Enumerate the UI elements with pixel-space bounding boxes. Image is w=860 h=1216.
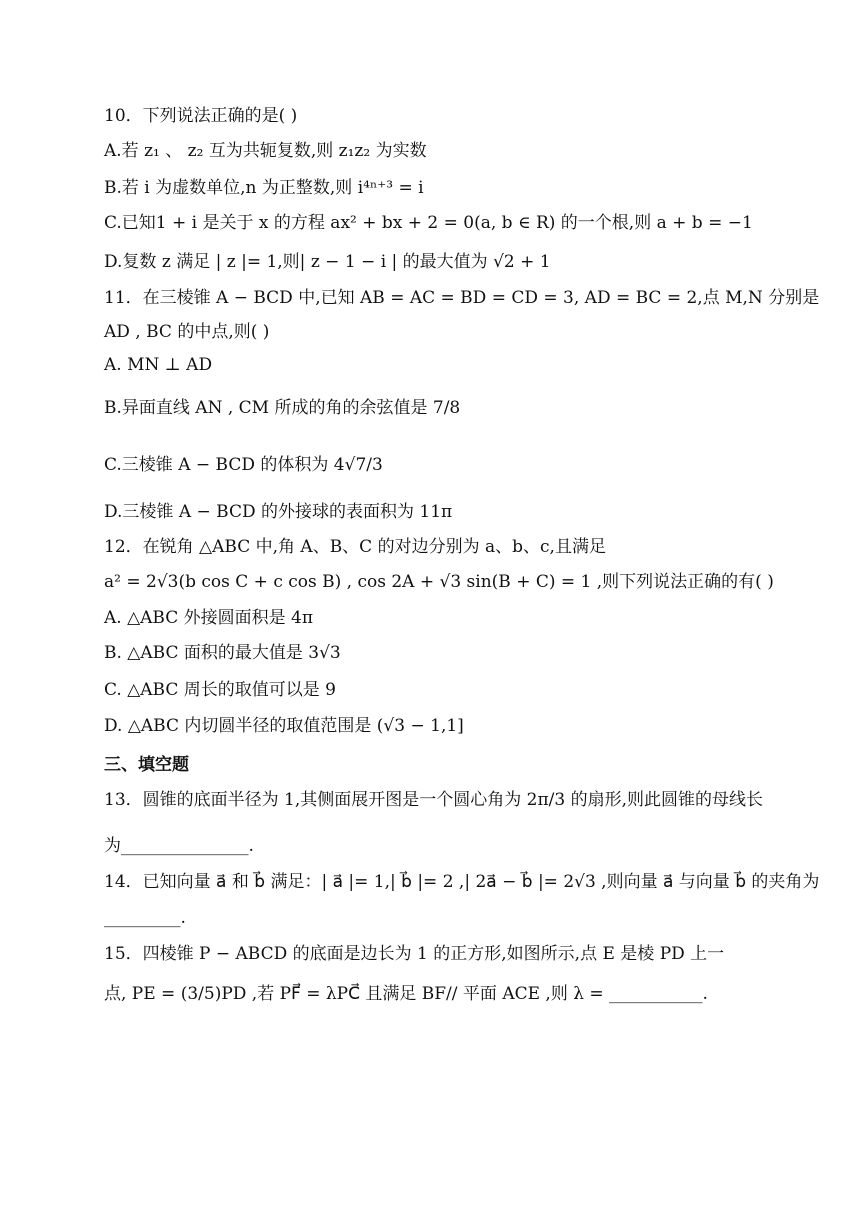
section-title: 三、填空题: [104, 755, 189, 775]
q10-option-c: C.已知1 + i 是关于 x 的方程 ax² + bx + 2 = 0(a, b ∈ R) 的一个根,则 a + b = −1: [104, 213, 753, 233]
q12-stem-line2: a² = 2√3(b cos C + c cos B) , cos 2A + √3 sin(B + C) = 1 ,则下列说法正确的有( ): [104, 572, 774, 592]
q12-option-a: A. △ABC 外接圆面积是 4π: [104, 608, 314, 628]
q11-option-b: B.异面直线 AN , CM 所成的角的余弦值是 7/8: [104, 398, 461, 418]
q14-line2: _________.: [104, 908, 186, 928]
q11-option-c: C.三棱锥 A − BCD 的体积为 4√7/3: [104, 455, 383, 475]
q12-stem-line1: 12．在锐角 △ABC 中,角 A、B、C 的对边分别为 a、b、c,且满足: [104, 537, 606, 557]
q11-stem-line1: 11．在三棱锥 A − BCD 中,已知 AB = AC = BD = CD = 3, AD = BC = 2,点 M,N 分别是: [104, 288, 820, 308]
q15-line1: 15．四棱锥 P − ABCD 的底面是边长为 1 的正方形,如图所示,点 E 是棱 PD 上一: [104, 944, 725, 964]
q12-option-c: C. △ABC 周长的取值可以是 9: [104, 680, 336, 700]
q11-stem-line2: AD , BC 的中点,则( ): [104, 322, 270, 342]
q12-option-b: B. △ABC 面积的最大值是 3√3: [104, 643, 341, 663]
q11-option-d: D.三棱锥 A − BCD 的外接球的表面积为 11π: [104, 502, 453, 522]
q13-line2: 为_______________.: [104, 836, 254, 856]
q12-option-d: D. △ABC 内切圆半径的取值范围是 (√3 − 1,1]: [104, 716, 464, 736]
q10-option-b: B.若 i 为虚数单位,n 为正整数,则 i⁴ⁿ⁺³ = i: [104, 178, 424, 198]
q11-option-a: A. MN ⊥ AD: [104, 355, 213, 375]
q14-line1: 14．已知向量 a⃗ 和 b⃗ 满足：| a⃗ |= 1,| b⃗ |= 2 ,| 2a⃗ − b⃗ |= 2√3 ,则向量 a⃗ 与向量 b⃗ 的夹角为: [104, 872, 820, 892]
q10-option-d: D.复数 z 满足 | z |= 1,则| z − 1 − i | 的最大值为 √2 + 1: [104, 252, 551, 272]
q10-option-a: A.若 z₁ 、 z₂ 互为共轭复数,则 z₁z₂ 为实数: [104, 141, 427, 161]
q15-line2: 点, PE = (3/5)PD ,若 PF⃗ = λPC⃗ 且满足 BF// 平面 ACE ,则 λ = ___________.: [104, 984, 708, 1004]
q13-line1: 13．圆锥的底面半径为 1,其侧面展开图是一个圆心角为 2π/3 的扇形,则此圆锥的母线长: [104, 790, 763, 810]
q10-stem: 10．下列说法正确的是( ): [104, 106, 298, 126]
